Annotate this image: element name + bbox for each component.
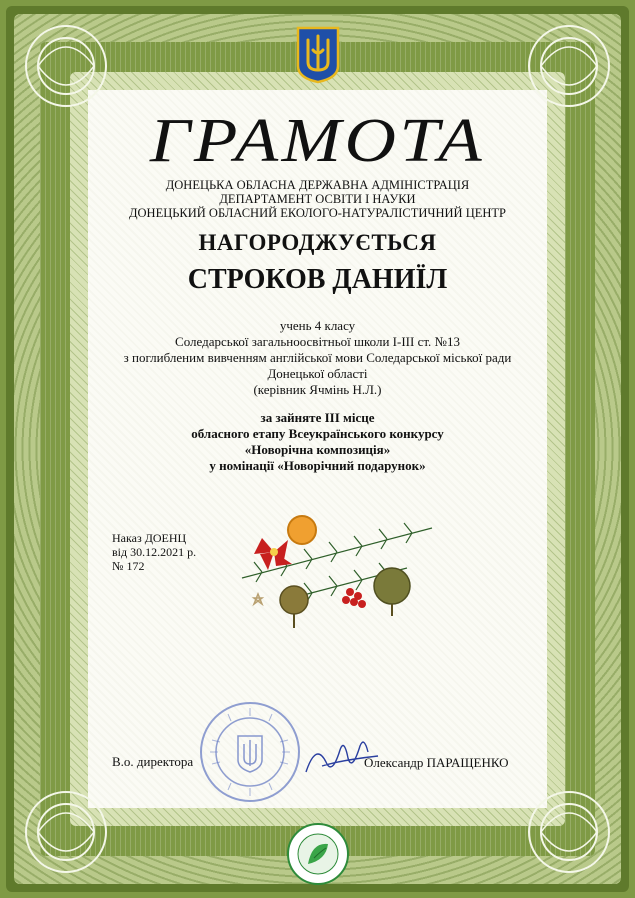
ornament-corner-icon [521, 18, 617, 114]
detail-line: учень 4 класу [279, 318, 356, 333]
detail-line: з поглибленим вивченням англійської мови Соледарської міської ради [123, 350, 512, 365]
order-line: № 172 [112, 559, 145, 573]
org-line: ДОНЕЦЬКИЙ ОБЛАСНИЙ ЕКОЛОГО-НАТУРАЛІСТИЧНИЙ ЦЕНТР [128, 206, 506, 220]
org-line: ДЕПАРТАМЕНТ ОСВІТИ І НАУКИ [219, 192, 416, 206]
reason-line: обласного етапу Всеукраїнського конкурсу [191, 426, 444, 441]
order-line: від 30.12.2021 р. [112, 545, 197, 559]
eco-center-logo-icon [286, 822, 350, 886]
reason-line: у номінації «Новорічний подарунок» [209, 458, 426, 473]
ornament-corner-icon [521, 784, 617, 880]
christmas-decoration-icon [232, 508, 442, 643]
official-stamp-icon [198, 700, 302, 804]
award-phrase: НАГОРОДЖУЄТЬСЯ [198, 230, 437, 255]
ornament-corner-icon [18, 18, 114, 114]
signatory-title: В.о. директора [112, 754, 194, 769]
ornament-corner-icon [18, 784, 114, 880]
detail-line: Донецької області [267, 366, 368, 381]
reason-line: за зайняте ІІІ місце [260, 410, 375, 425]
certificate-title: ГРАМОТА [149, 107, 486, 175]
reason-line: «Новорічна композиція» [244, 442, 391, 457]
detail-line: Соледарської загальноосвітньої школи І-ІІІ ст. №13 [175, 334, 460, 349]
order-line: Наказ ДОЕНЦ [112, 531, 187, 545]
signatory-name: Олександр ПАРАЩЕНКО [364, 755, 509, 770]
org-line: ДОНЕЦЬКА ОБЛАСНА ДЕРЖАВНА АДМІНІСТРАЦІЯ [165, 178, 470, 192]
detail-line: (керівник Ячмінь Н.Л.) [253, 382, 382, 397]
recipient-name: СТРОКОВ ДАНИЇЛ [187, 264, 448, 295]
tryzub-emblem-icon [296, 26, 340, 84]
